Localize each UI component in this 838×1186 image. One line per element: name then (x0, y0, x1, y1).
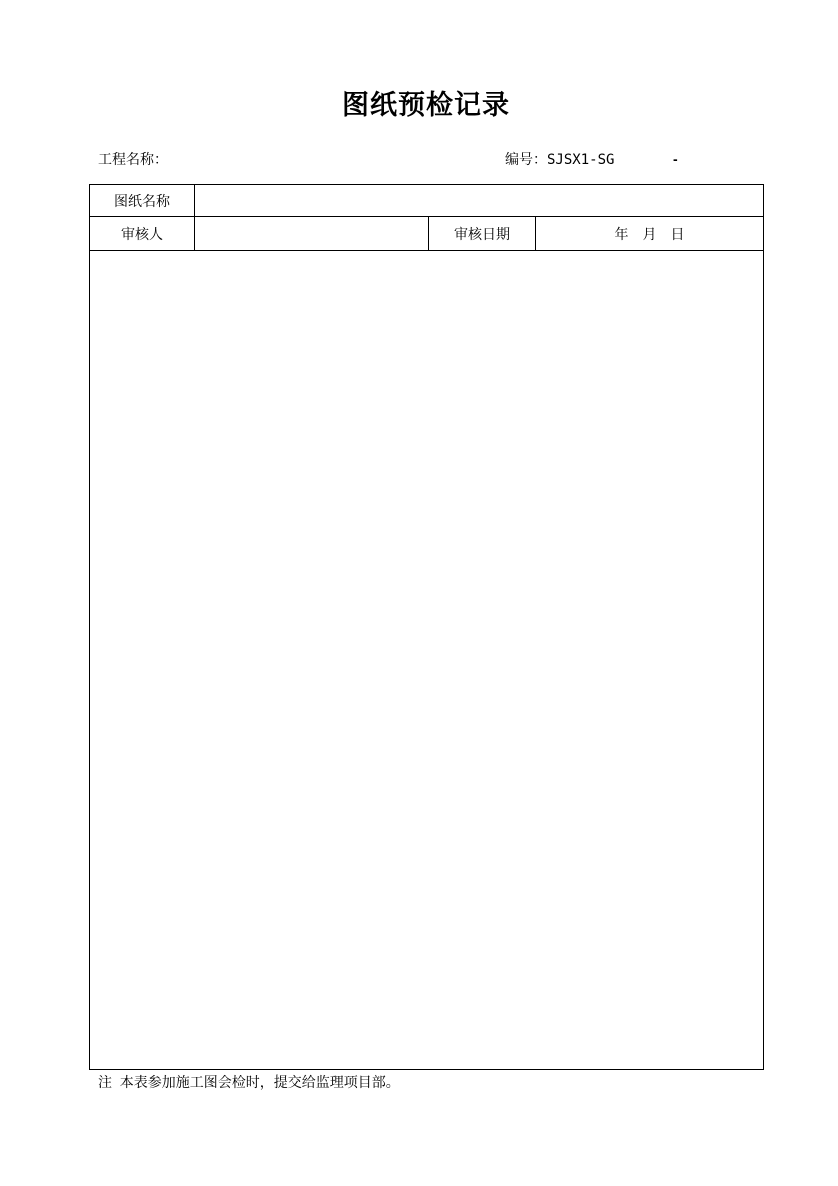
review-date-input-cell[interactable]: 年 月 日 (536, 217, 764, 251)
reviewer-row (90, 217, 764, 251)
footer-note: 注 本表参加施工图会检时，提交给监理项目部。 (98, 1074, 400, 1090)
drawing-name-row (90, 185, 764, 217)
drawing-name-input-cell[interactable] (195, 185, 764, 217)
project-name-label: 工程名称： (98, 151, 168, 167)
content-row (90, 251, 764, 1070)
project-name-value[interactable] (171, 149, 491, 169)
reviewer-input-cell[interactable] (195, 217, 429, 251)
doc-number-suffix: - (673, 151, 678, 167)
content-area[interactable] (90, 251, 764, 1070)
form-table (89, 184, 764, 1070)
doc-number (505, 149, 614, 170)
doc-number-label: 编号： (505, 151, 547, 167)
header-row (89, 149, 763, 169)
reviewer-label-cell: 审核人 (90, 217, 195, 251)
review-date-label-cell: 审核日期 (429, 217, 536, 251)
drawing-name-label-cell: 图纸名称 (90, 185, 195, 217)
doc-number-value: SJSX1-SG (547, 152, 615, 168)
page-title: 图纸预检记录 (342, 90, 510, 120)
